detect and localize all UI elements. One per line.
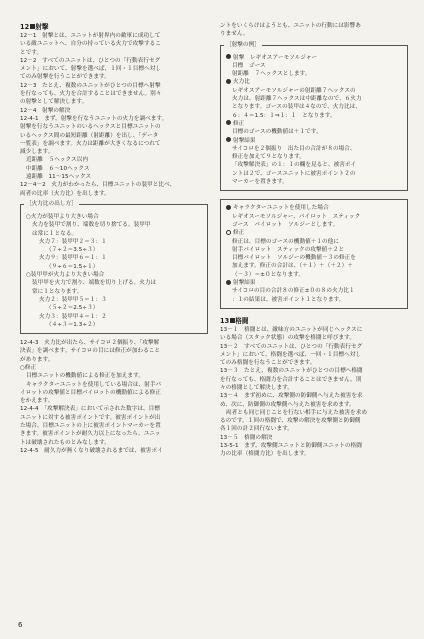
left-lower-text [20,339,208,455]
text-line [226,161,402,169]
text-line [220,450,408,458]
line-text: 装甲甲を火力で割り、端数を切り上げる。火力は [32,280,157,287]
section-title: 射撃 [35,23,49,31]
line-text: 12－4 射撃の解決 [20,107,71,114]
line-text: 遠距離 11～15ヘックス [26,174,92,181]
text-line [20,339,208,347]
line-text: レギオスアーモソルジャーの射距離７ヘックスの [232,87,356,94]
text-line [20,49,208,57]
line-text: た場合、目標ユニットの上に被害ポイントマーカーを置 [20,423,161,430]
line-text: の射撃として解決します。 [20,99,88,106]
text-line [20,430,208,438]
text-line [220,409,408,417]
text-line [220,351,408,359]
text-line [226,204,402,212]
line-text: 目標のゴースの機動値は＋１です。 [232,129,322,136]
line-text: 射撃を行なうユニットのいるヘックスと目標ユニットの [20,124,161,131]
line-text: 12－3 たとえ、複数のユニットがひとつの目標へ射撃 [20,82,161,89]
line-text: 火力比 [233,79,250,86]
text-line [20,181,208,189]
line-text: 決表」を調べます。サイコロの目には修正が加わること [20,348,161,355]
text-line [220,392,408,400]
text-line [220,30,408,38]
line-text: ６：４＝1.5：１⇒１：１ となります。 [232,112,336,119]
line-text: 13－２ すべてのユニットは、ひとつの「行動表行セグ [220,343,363,350]
section-13-heading [220,316,408,326]
text-line [20,132,208,140]
line-text: ントは２で、ゴースユニットに被害ポイント２の [232,170,356,177]
line-text: 射撃結果 [233,137,256,144]
line-text: 加えます。修正の合計は、（＋１）＋（＋２）＋ [232,263,353,270]
line-text: 12－2 すべてのユニットは、ひとつの「行動表行セグ [20,57,161,64]
line-text: りません。 [220,31,249,38]
text-line [226,137,402,145]
line-text: 火力は、射距離７ヘックスは中距離なので、６火力 [232,96,362,103]
text-line [220,367,408,375]
line-text: 火力９：装甲甲６＝１：１ [39,255,107,262]
line-text: ユニットに対する被害ポイントです。被害ポイントが出 [20,414,161,421]
filled-circle-icon [226,137,231,142]
line-text: 修正 [233,120,245,127]
text-line [220,22,408,30]
text-line [226,170,402,178]
line-text: （９÷６＝1.5÷１） [46,263,99,270]
filled-circle-icon [226,205,231,210]
line-text: 「攻撃解決表」の１：１の欄を見ると、被害ポイ [232,162,357,169]
line-text: 々の格闘として解決します。 [220,384,293,391]
line-text: 射距離 ７ヘックスとします。 [232,71,311,78]
text-line [220,334,408,342]
line-text: を行なっても、火力を合計することはできません。別々 [20,91,162,98]
line-text: 目標パイロット ソルジーの機動値－３の修正を [232,255,356,262]
text-line [20,73,208,81]
text-line [226,78,402,86]
line-text: 12－4－2 火力がわかったら、目標ユニットの装甲と比べ、 [20,182,176,189]
text-line [20,156,208,164]
text-line [226,145,402,153]
line-text: とです。 [20,49,43,56]
text-line [20,389,208,397]
line-text: 各１回の計２回行ないます。 [220,426,293,433]
text-line [26,313,202,321]
text-line [226,153,402,161]
text-line [220,442,408,450]
text-line [20,397,208,405]
text-line [226,229,402,237]
text-line [20,364,208,372]
text-line [26,321,202,329]
text-line [26,304,202,312]
line-text: （４÷３＝1.3÷２） [46,321,99,328]
text-line [26,230,202,238]
line-text: 火力７：装甲甲２＝３：１ [39,238,107,245]
text-line [20,123,208,131]
text-line [226,296,402,304]
line-text: 射手パイロット スティックの攻撃値＋２と [232,246,345,253]
character-unit-box [220,199,408,309]
right-top-text [220,22,408,39]
text-line [220,401,408,409]
line-text: 修正 [233,230,245,237]
example-box-body [226,54,402,187]
line-text: 射撃結果 [233,280,256,287]
text-line [226,287,402,295]
text-line [226,128,402,136]
text-line [226,246,402,254]
shooting-example-box [220,41,408,192]
line-text: 一覧表」を調べます。火力は距離が大きくなるにつれて [20,140,161,147]
text-line [20,439,208,447]
line-text: 目標 ゴース [232,62,266,69]
line-text: 12-4-1 まず、射撃を行なうユニットの火力を調べます。 [20,115,168,122]
line-text: トは破壊されたものとみなします。 [20,439,110,446]
text-line [20,447,208,455]
text-line [20,90,208,98]
text-line [20,148,208,156]
text-line [26,271,202,279]
text-line [220,434,408,442]
text-line [226,279,402,287]
text-line [20,347,208,355]
section-number: 12 [20,23,30,31]
line-text: 12-4-4 「攻撃解決表」において示された数字は、目標 [20,406,160,413]
text-line [26,238,202,246]
line-text: マーカーを置きます。 [232,179,288,186]
line-text: サイコロを２個振り 出た目の合計が８の場合、 [232,145,356,152]
left-column [20,22,208,455]
text-line [220,384,408,392]
page-number: 6 [18,621,23,629]
text-line [226,221,402,229]
line-text: 12－1 射撃とは、ユニットが射界内の敵軍に成功して [20,33,161,39]
line-text: キャラクターユニットを使用した場合 [233,205,329,212]
text-line [226,87,402,95]
line-text: るのです。１回の格闘で、攻撃の解決を攻撃側と防御側 [220,418,361,425]
box-title: ［射撃の例］ [226,41,260,48]
line-text: ：１の結果は、被害ポイント１となります。 [232,296,345,303]
line-text: 修正を加えて９となります。 [232,154,305,161]
line-text: ントをいくらけはようとも、ユニットの行動には影響あ [220,23,361,29]
text-line [20,405,208,413]
box-title: ［火力比の出し方］ [26,200,77,207]
line-text: を行なっても、格闘力を合計することはできません。別 [220,376,362,383]
text-line [26,279,202,287]
line-text: 修正は、目標のゴースの機動値＋１の他に [232,238,339,245]
line-text: 中距離 ６～10ヘックス [26,165,90,172]
text-line [226,54,402,62]
text-line [20,190,208,198]
text-line [26,221,202,229]
line-text: をかえます。 [20,398,54,405]
line-text: （５÷２＝2.5÷３） [46,305,99,312]
text-line [20,65,208,73]
line-text: 13-5-1 まず、攻撃側ユニットと防御側ユニットの格闘 [220,443,362,450]
section-12-body [20,32,208,198]
text-line [20,115,208,123]
text-line [26,263,202,271]
text-line [226,271,402,279]
line-text: （７÷２＝3.5÷３） [46,247,99,254]
text-line [226,254,402,262]
line-text: 火力２：装甲甲５＝１：３ [39,296,107,303]
line-text: いる場合（スタック状態）の攻撃を格闘と呼びます。 [220,335,356,342]
line-text: 13－３ たとえ、複数のユニットがひとつの目標へ格闘 [220,368,363,375]
firepower-box-body [26,213,202,329]
line-text: となります。ゴースの装甲は４なので、火力比は、 [232,104,361,111]
text-line [226,213,402,221]
filled-circle-icon [226,280,231,285]
line-text: レギオスーモソルジャー、パイロット スティック [232,213,361,220]
section-title: 格闘 [235,316,249,325]
filled-circle-icon [226,54,231,59]
text-line [20,32,208,40]
text-line [26,288,202,296]
line-text: 力の比率（格闘力比）を出します。 [220,451,310,458]
line-text: てのみ射撃を行うことができます。 [20,74,110,81]
firepower-ratio-box [20,200,208,334]
line-text: 12-4-5 耐久力が無くなり破壊されるまでは、被害ポイ [20,447,163,454]
circle-icon [226,230,231,235]
line-text: 近距離 ５ヘックス以内 [26,157,89,164]
text-line [226,70,402,78]
line-text: 目標ユニットの機動値による修正を加えます。 [26,373,144,380]
text-line [20,140,208,148]
text-line [20,165,208,173]
line-text: ○装甲甲が火力より大きい場合 [26,272,105,279]
text-line [20,381,208,389]
text-line [20,82,208,90]
text-line [226,112,402,120]
text-line [220,376,408,384]
text-line [220,425,408,433]
text-line [226,262,402,270]
line-text: があります。 [20,356,54,363]
line-text: てのみ格闘を行なうことができます。 [220,360,316,367]
text-line [20,40,208,48]
filled-circle-icon [226,120,231,125]
line-text: 12-4-3 火力比が出たら、サイコロ２個振り、「攻撃解 [20,340,160,347]
line-text: きます。被害ポイントが耐久力以上になったら、ユニッ [20,431,161,438]
line-text: キャラクターユニットを使用している場合は、射手パ [26,381,162,388]
text-line [226,120,402,128]
text-line [220,343,408,351]
text-line [226,238,402,246]
right-column [220,22,408,459]
line-text: イロットの攻撃値と目標パイロットの機動値による修正 [20,389,161,396]
text-line [26,213,202,221]
line-text: 減少します。 [20,149,54,156]
line-text: は常に１となる。 [32,230,78,237]
line-text: 両者とも同じ同じことを行ない相手に与えた被害を求め [226,409,368,416]
line-text: 火力を装甲で割り、端数を切り捨てる。装甲甲 [32,222,151,229]
line-text: ○火力が装甲より大きい場合 [26,213,99,220]
text-line [226,62,402,70]
line-text: 13－４ まず初めに、攻撃側の防御側へ与えた被害を求 [220,393,363,400]
line-text: サイコロの目の合計８の修正±０の８の火力比１ [232,288,355,295]
text-line [20,173,208,181]
text-line [20,414,208,422]
line-text: 13－５ 格闘の解決 [220,434,273,441]
text-line [220,326,408,334]
line-text: メント」において、格闘を選べば、一回・１目標へ対し [220,351,361,358]
section-12-heading [20,22,208,32]
text-line [26,296,202,304]
text-line [226,103,402,111]
filled-circle-icon [226,79,231,84]
line-text: ゴース パイロット ソルジーとします。 [232,221,339,228]
line-text: いるヘックス間の最短距離（射距離）を出し、「データ [20,132,159,139]
line-text: め、次に、防御側の攻撃側へ与えた被害を求めます。 [220,401,355,408]
text-line [220,359,408,367]
line-text: 13－１ 格闘とは、敵味方のユニットが同じヘックスに [220,326,363,333]
line-text: いる敵ユニットへ、自分の持っている火力で攻撃するこ [20,41,161,48]
text-line [226,178,402,186]
text-line [26,246,202,254]
text-line [226,95,402,103]
text-line [20,356,208,364]
line-text: 火力３：装甲甲４＝１：２ [39,313,107,320]
text-line [26,254,202,262]
text-line [20,422,208,430]
text-line [20,107,208,115]
line-text: 射撃 レギオスアーモソルジャー [233,54,318,61]
character-box-body [226,204,402,304]
text-line [20,372,208,380]
section-13-body [220,326,408,459]
text-line [20,98,208,106]
line-text: （－３）＝±０となります。 [232,271,305,278]
section-number: 13 [220,316,230,325]
line-text: ○修正 [20,364,37,371]
line-text: 両者の比率（火力比）を出します。 [20,190,110,197]
line-text: メント」において、射撃を選べば、１回・１目標へ対し [20,66,161,73]
text-line [20,57,208,65]
line-text: 常に１となります。 [32,288,83,295]
text-line [220,417,408,425]
